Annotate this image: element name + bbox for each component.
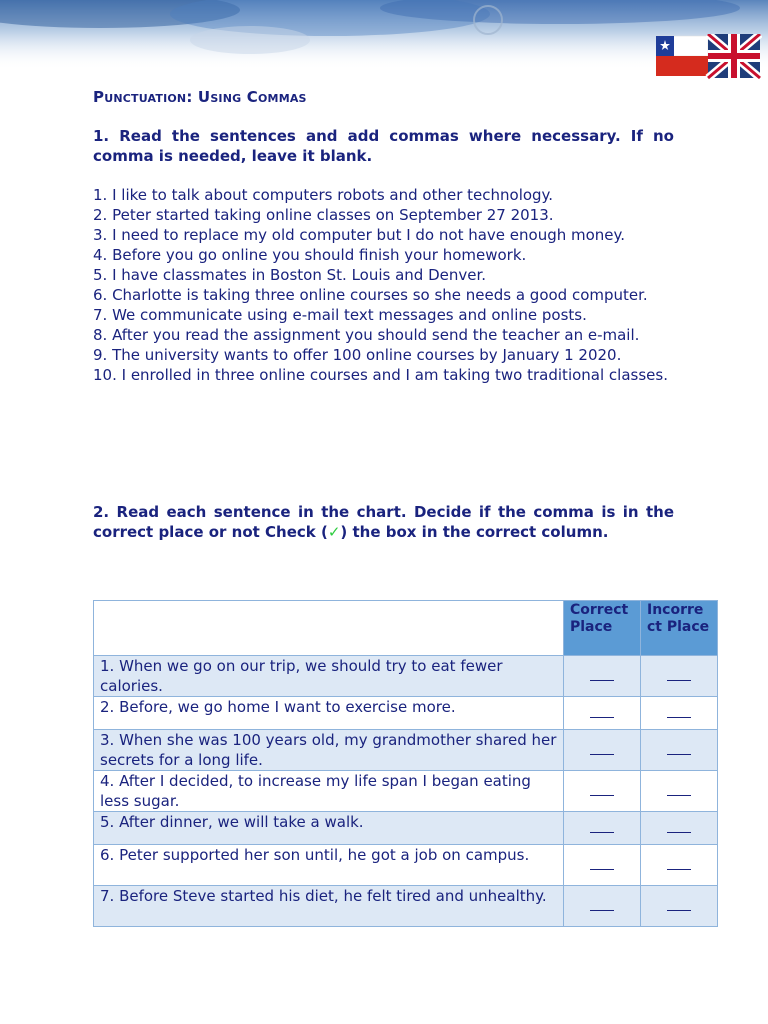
sentence-item: 1. I like to talk about computers robots and other technology. xyxy=(93,186,554,204)
correct-checkbox[interactable] xyxy=(564,845,641,886)
exercise-1-heading: 1. Read the sentences and add commas where necessary. If no comma is needed, leave it blank. xyxy=(93,127,674,165)
sentence-item: 6. Charlotte is taking three online courses so she needs a good computer. xyxy=(93,286,648,304)
incorrect-checkbox[interactable] xyxy=(641,845,718,886)
correct-checkbox[interactable] xyxy=(564,771,641,812)
comma-check-table xyxy=(93,600,718,927)
row-sentence: 1. When we go on our trip, we should try to eat fewer calories. xyxy=(94,656,564,697)
incorrect-checkbox[interactable] xyxy=(641,697,718,730)
correct-checkbox[interactable] xyxy=(564,697,641,730)
row-sentence: 5. After dinner, we will take a walk. xyxy=(94,812,564,845)
sentence-item: 9. The university wants to offer 100 online courses by January 1 2020. xyxy=(93,346,622,364)
sentence-item: 10. I enrolled in three online courses and I am taking two traditional classes. xyxy=(93,366,668,384)
row-sentence: 2. Before, we go home I want to exercise more. xyxy=(94,697,564,730)
sentence-item: 2. Peter started taking online classes on September 27 2013. xyxy=(93,206,554,224)
sentence-item: 3. I need to replace my old computer but I do not have enough money. xyxy=(93,226,626,244)
incorrect-checkbox[interactable] xyxy=(641,730,718,771)
table-row xyxy=(94,730,718,771)
table-row xyxy=(94,771,718,812)
column-header-incorrect: Incorrect Place xyxy=(641,601,718,656)
incorrect-checkbox[interactable] xyxy=(641,656,718,697)
row-sentence: 6. Peter supported her son until, he got a job on campus. xyxy=(94,845,564,886)
incorrect-checkbox[interactable] xyxy=(641,771,718,812)
chile-flag-icon xyxy=(656,36,708,76)
header-blank-cell xyxy=(94,601,564,656)
chile-uk-flags xyxy=(656,34,762,80)
correct-checkbox[interactable] xyxy=(564,812,641,845)
correct-checkbox[interactable] xyxy=(564,730,641,771)
table-row xyxy=(94,656,718,697)
exercise-2-heading xyxy=(93,502,674,542)
exercise-1-sentences xyxy=(93,185,674,385)
row-sentence: 4. After I decided, to increase my life span I began eating less sugar. xyxy=(94,771,564,812)
page-title: Punctuation: Using Commas xyxy=(93,88,307,106)
sentence-item: 7. We communicate using e-mail text messages and online posts. xyxy=(93,306,587,324)
correct-checkbox[interactable] xyxy=(564,886,641,927)
table-row xyxy=(94,845,718,886)
incorrect-checkbox[interactable] xyxy=(641,886,718,927)
table-row xyxy=(94,812,718,845)
heading-text: 2. Read each sentence in the chart. Decide if the comma is in the correct place or not Check ( xyxy=(93,503,674,541)
correct-checkbox[interactable] xyxy=(564,656,641,697)
heading-text: ) the box in the correct column. xyxy=(340,523,609,541)
row-sentence: 7. Before Steve started his diet, he felt tired and unhealthy. xyxy=(94,886,564,927)
sentence-item: 4. Before you go online you should finish your homework. xyxy=(93,246,527,264)
table-row xyxy=(94,697,718,730)
watercolor-banner xyxy=(0,0,768,90)
sentence-item: 8. After you read the assignment you should send the teacher an e-mail. xyxy=(93,326,640,344)
table-row xyxy=(94,886,718,927)
incorrect-checkbox[interactable] xyxy=(641,812,718,845)
uk-flag-icon xyxy=(708,34,760,78)
table-header-row xyxy=(94,601,718,656)
checkmark-icon: ✓ xyxy=(327,523,341,541)
row-sentence: 3. When she was 100 years old, my grandmother shared her secrets for a long life. xyxy=(94,730,564,771)
sentence-item: 5. I have classmates in Boston St. Louis and Denver. xyxy=(93,266,487,284)
column-header-correct: Correct Place xyxy=(564,601,641,656)
